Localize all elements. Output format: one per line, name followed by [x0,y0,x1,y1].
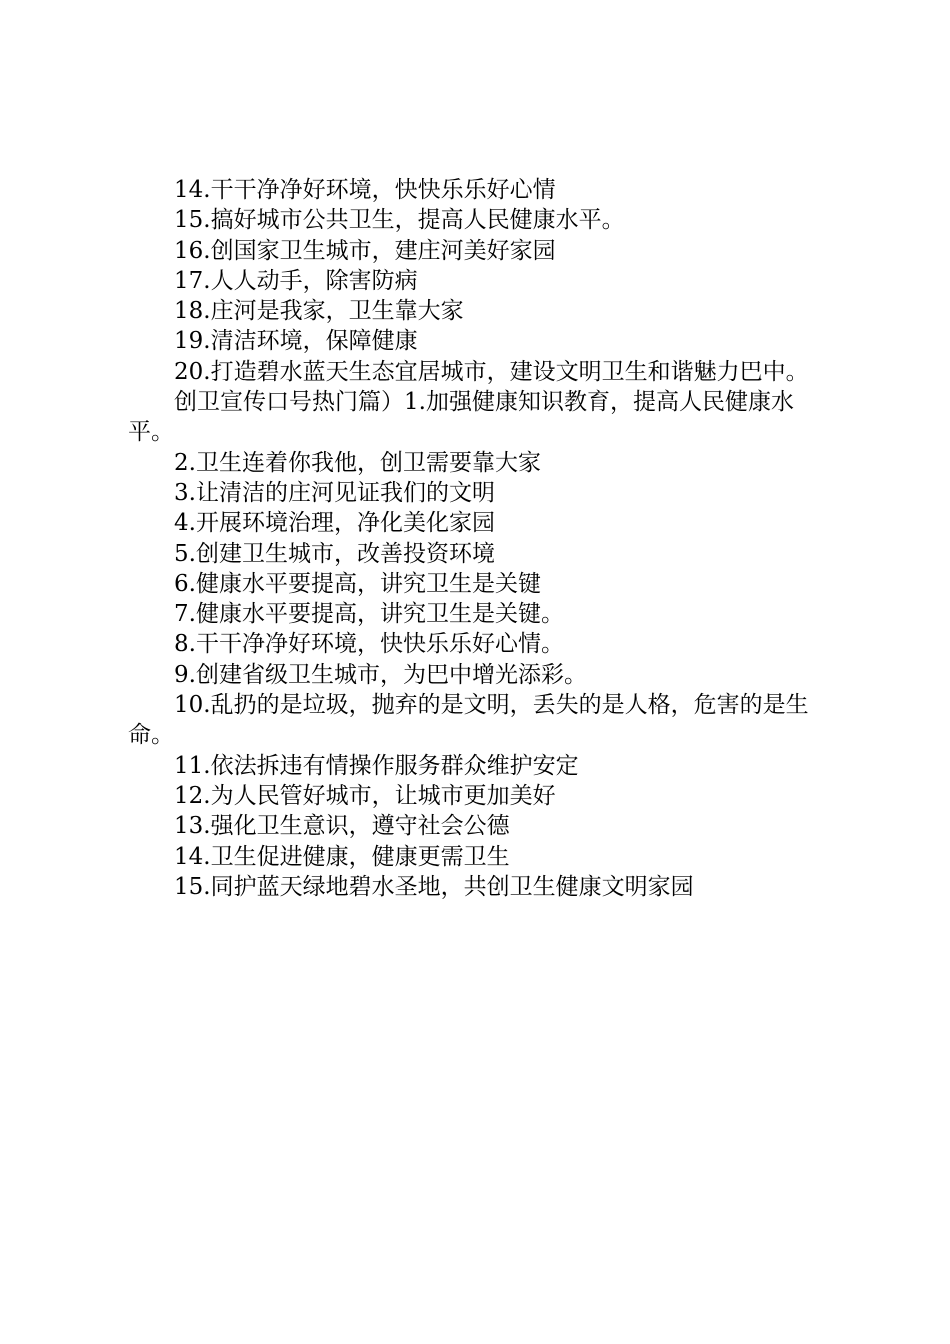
slogan-line: 15.搞好城市公共卫生，提高人民健康水平。 [174,207,625,234]
slogan-line: 11.依法拆违有情操作服务群众维护安定 [174,752,579,779]
slogan-line: 20.打造碧水蓝天生态宜居城市，建设文明卫生和谐魅力巴中。 [174,358,809,385]
slogan-line: 6.健康水平要提高，讲究卫生是关键 [174,570,541,597]
section-heading-line: 创卫宣传口号热门篇）1.加强健康知识教育，提高人民健康水平。 [128,389,794,446]
slogan-line: 16.创国家卫生城市，建庄河美好家园 [174,237,556,264]
slogan-line: 18.庄河是我家，卫生靠大家 [174,298,464,325]
slogan-line: 5.创建卫生城市，改善投资环境 [174,540,495,567]
slogan-line: 9.创建省级卫生城市，为巴中增光添彩。 [174,661,587,688]
slogan-line: 13.强化卫生意识，遵守社会公德 [174,813,510,840]
slogan-line: 10.乱扔的是垃圾，抛弃的是文明，丢失的是人格，危害的是生命。 [128,692,809,749]
slogan-line: 4.开展环境治理，净化美化家园 [174,510,495,537]
document-body [128,175,832,902]
slogan-line: 8.干干净净好环境，快快乐乐好心情。 [174,631,564,658]
slogan-line: 14.干干净净好环境，快快乐乐好心情 [174,177,556,203]
slogan-line: 14.卫生促进健康，健康更需卫生 [174,843,510,870]
slogan-line: 2.卫生连着你我他，创卫需要靠大家 [174,449,541,476]
slogan-line: 19.清洁环境，保障健康 [174,328,418,355]
slogan-line: 15.同护蓝天绿地碧水圣地，共创卫生健康文明家园 [174,873,694,900]
slogan-line: 3.让清洁的庄河见证我们的文明 [174,479,495,506]
slogan-line: 12.为人民管好城市，让城市更加美好 [174,782,556,809]
slogan-line: 17.人人动手，除害防病 [174,267,418,294]
slogan-line: 7.健康水平要提高，讲究卫生是关键。 [174,601,564,628]
